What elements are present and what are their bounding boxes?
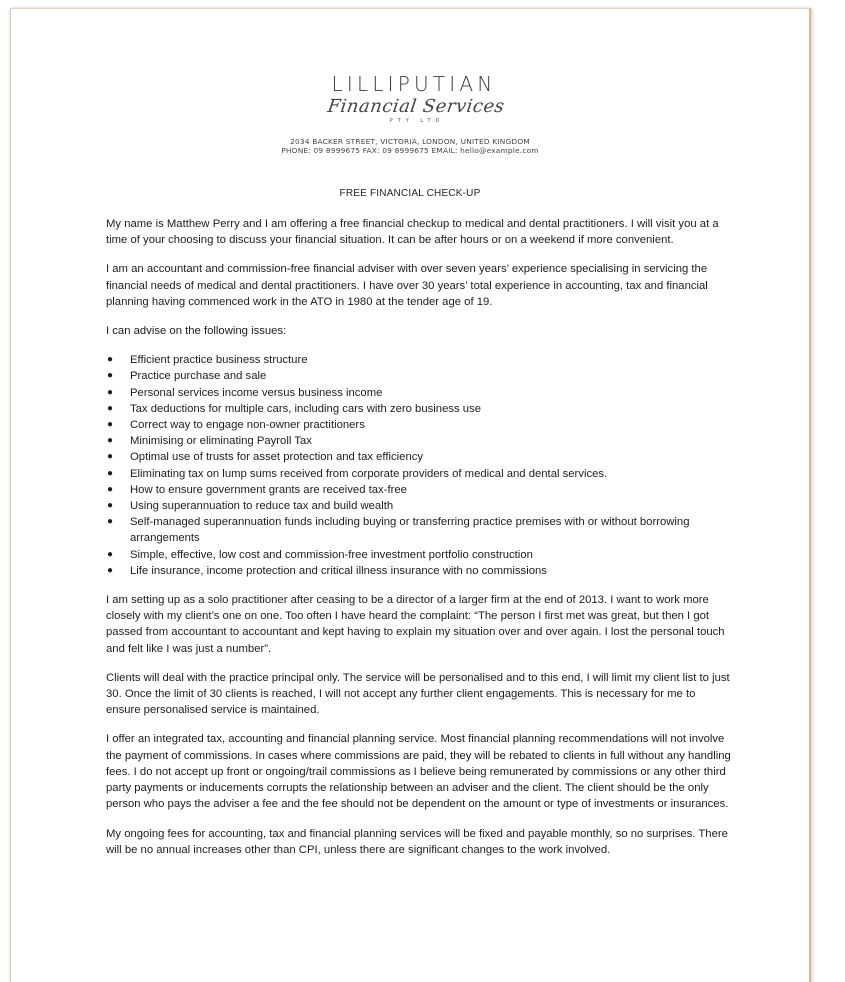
company-address <box>11 137 809 155</box>
bullet-icon: ● <box>107 548 114 560</box>
document-page <box>10 8 811 982</box>
bullet-icon: ● <box>107 354 114 366</box>
list-item-text: Tax deductions for multiple cars, including cars with zero business use <box>130 402 481 415</box>
bullet-icon: ● <box>107 516 114 528</box>
list-item <box>106 563 731 579</box>
list-item-text: Using superannuation to reduce tax and build wealth <box>130 500 394 513</box>
bullet-icon: ● <box>107 402 114 414</box>
bullet-icon: ● <box>107 370 114 382</box>
list-item-text: Practice purchase and sale <box>130 370 267 383</box>
company-logo-name: LILLIPUTIAN <box>331 72 497 96</box>
list-item-text: Eliminating tax on lump sums received from corporate providers of medical and dental services. <box>130 467 608 480</box>
list-item-text: Simple, effective, low cost and commission-free investment portfolio construction <box>130 548 533 561</box>
paragraph: I can advise on the following issues: <box>106 325 287 338</box>
bullet-icon: ● <box>107 451 114 463</box>
issues-list <box>106 352 731 579</box>
list-item <box>106 498 731 514</box>
document-body <box>106 216 731 871</box>
list-item <box>106 401 731 417</box>
company-logo-suffix: PTY LTD <box>389 118 445 124</box>
list-item <box>106 385 731 401</box>
paragraph: My name is Matthew Perry and I am offering a free financial checkup to medical and dental practitioners. I will visit you at a time of your choosing to discuss your financial situation. It can be after hours or on a weekend if more convenient. <box>106 218 719 247</box>
contact-line: PHONE: 09 8999675 FAX: 09 8999675 EMAIL: hello@example.com <box>281 146 539 155</box>
list-item-text: Life insurance, income protection and critical illness insurance with no commissions <box>130 564 547 577</box>
list-item <box>106 449 731 465</box>
paragraph: I am an accountant and commission-free financial adviser with over seven years’ experience specialising in servicing the financial needs of medical and dental practitioners. I have over 30 years’ total experience in accounting, tax and financial planning having commenced work in the ATO in 1980 at the tender age of 19. <box>106 263 708 308</box>
list-item <box>106 466 731 482</box>
list-item-text: Efficient practice business structure <box>130 354 308 367</box>
list-item <box>106 433 731 449</box>
company-logo-script: Financial Services <box>326 96 506 117</box>
paragraph: My ongoing fees for accounting, tax and financial planning services will be fixed and payable monthly, so no surprises. There will be no annual increases other than CPI, unless there are significant changes to the work involved. <box>106 827 728 856</box>
list-item <box>106 352 731 368</box>
list-item <box>106 547 731 563</box>
paragraph: Clients will deal with the practice principal only. The service will be personalised and to this end, I will limit my client list to just 30. Once the limit of 30 clients is reached, I will not accept any further client engagements. This is necessary for me to ensure personalised service is maintained. <box>106 671 730 717</box>
list-item <box>106 482 731 498</box>
list-item <box>106 417 731 433</box>
list-item-text: Correct way to engage non-owner practitioners <box>130 419 365 432</box>
bullet-icon: ● <box>107 467 114 479</box>
list-item-text: Self-managed superannuation funds including buying or transferring practice premises with or without borrowing arrangements <box>130 516 690 545</box>
list-item <box>106 514 731 546</box>
list-item-text: How to ensure government grants are received tax-free <box>130 483 407 496</box>
bullet-icon: ● <box>107 419 114 431</box>
bullet-icon: ● <box>107 435 114 447</box>
list-item-text: Minimising or eliminating Payroll Tax <box>130 435 312 448</box>
list-item-text: Optimal use of trusts for asset protection and tax efficiency <box>130 451 424 464</box>
letterhead <box>11 73 809 155</box>
paragraph: I offer an integrated tax, accounting and financial planning service. Most financial planning recommendations will not involve the payment of commissions. In cases where commissions are paid, they will be rebated to clients in full without any handling fees. I do not accept up front or ongoing/trail commissions as I believe being remunerated by commissions or any other third party payments or inducements corrupts the relationship between an adviser and the client. The client should be the only person who pays the adviser a fee and the fee should not be dependent on the amount or type of investments or insurances. <box>106 733 731 811</box>
bullet-icon: ● <box>107 500 114 512</box>
bullet-icon: ● <box>107 564 114 576</box>
bullet-icon: ● <box>107 386 114 398</box>
list-item-text: Personal services income versus business income <box>130 386 383 399</box>
paragraph: I am setting up as a solo practitioner after ceasing to be a director of a larger firm at the end of 2013. I want to work more closely with my client’s one on one. Too often I have heard the complaint: “The person I first met was great, but then I got passed from accountant to accountant and kept having to explain my situation over and over again. I lost the personal touch and felt like I was just a number”. <box>106 594 725 655</box>
address-line: 2034 BACKER STREET, VICTORIA, LONDON, UNITED KINGDOM <box>290 137 530 146</box>
bullet-icon: ● <box>107 483 114 495</box>
document-title: FREE FINANCIAL CHECK-UP <box>339 188 481 199</box>
list-item <box>106 368 731 384</box>
